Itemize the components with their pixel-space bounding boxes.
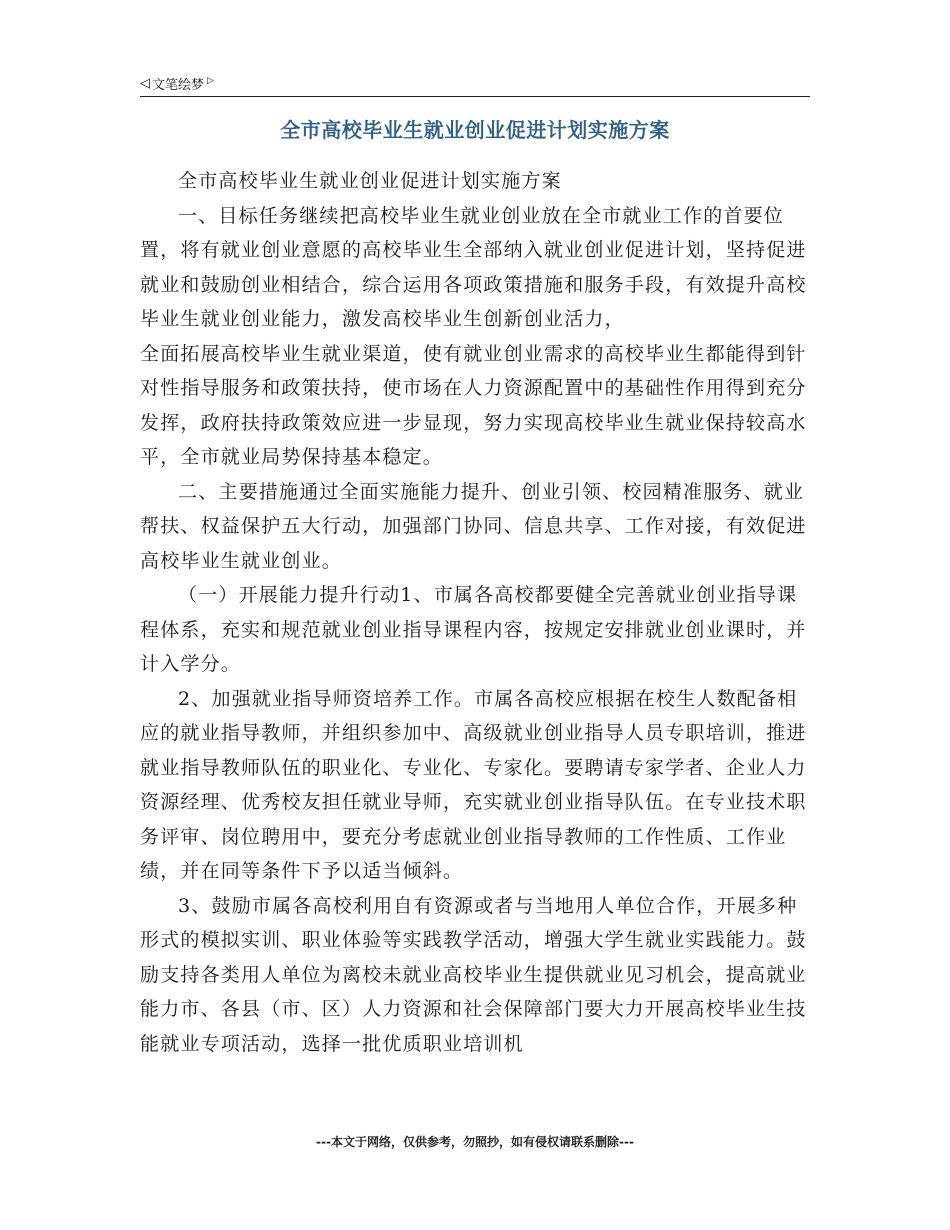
document-body: [140, 164, 812, 1061]
paragraph: 2、加强就业指导师资培养工作。市属各高校应根据在校生人数配备相应的就业指导教师，并组织参加中、高级就业创业指导人员专职培训，推进就业指导教师队伍的职业化、专业化、专家化。要聘请专家学者、企业人力资源经理、优秀校友担任就业导师，充实就业创业指导队伍。在专业技术职务评审、岗位聘用中，要充分考虑就业创业指导教师的工作性质、工作业绩，并在同等条件下予以适当倾斜。: [140, 687, 807, 882]
document-title: 全市高校毕业生就业创业促进计划实施方案: [280, 118, 670, 142]
page-footer: ---本文于网络，仅供参考，勿照抄，如有侵权请联系删除---: [316, 1135, 634, 1149]
paragraph: 一、目标任务继续把高校毕业生就业创业放在全市就业工作的首要位置，将有就业创业意愿的高校毕业生全部纳入就业创业促进计划，坚持促进就业和鼓励创业相结合，综合运用各项政策措施和服务手段，有效提升高校毕业生就业创业能力，激发高校毕业生创新创业活力， 全面拓展高校毕业生就业渠道，使有就业创业需求的高校毕业生都能得到针对性指导服务和政策扶持，使市场在人力资源配置中的基础性作用得到充分发挥，政府扶持政策效应进一步显现，努力实现高校毕业生就业保持较高水平，全市就业局势保持基本稳定。: [140, 204, 807, 468]
brand-text: 文笔绘梦: [152, 78, 205, 93]
paragraph: 3、鼓励市属各高校利用自有资源或者与当地用人单位合作，开展多种形式的模拟实训、职业体验等实践教学活动，增强大学生就业实践能力。鼓励支持各类用人单位为离校未就业高校毕业生提供就业见习机会，提高就业能力市、各县（市、区）人力资源和社会保障部门要大力开展高校毕业生技能就业专项活动，选择一批优质职业培训机: [140, 894, 807, 1055]
page-header: [140, 72, 810, 97]
paragraph: 全市高校毕业生就业创业促进计划实施方案: [178, 170, 562, 192]
header-brand: [140, 74, 214, 93]
left-triangle-icon: ◁: [140, 76, 150, 91]
paragraph: （一）开展能力提升行动1、市属各高校都要健全完善就业创业指导课程体系，充实和规范就业创业指导课程内容，按规定安排就业创业课时，并计入学分。: [140, 584, 807, 675]
right-triangle-icon: ▷: [207, 75, 214, 86]
paragraph: 二、主要措施通过全面实施能力提升、创业引领、校园精准服务、就业帮扶、权益保护五大行动，加强部门协同、信息共享、工作对接，有效促进高校毕业生就业创业。: [140, 480, 807, 572]
